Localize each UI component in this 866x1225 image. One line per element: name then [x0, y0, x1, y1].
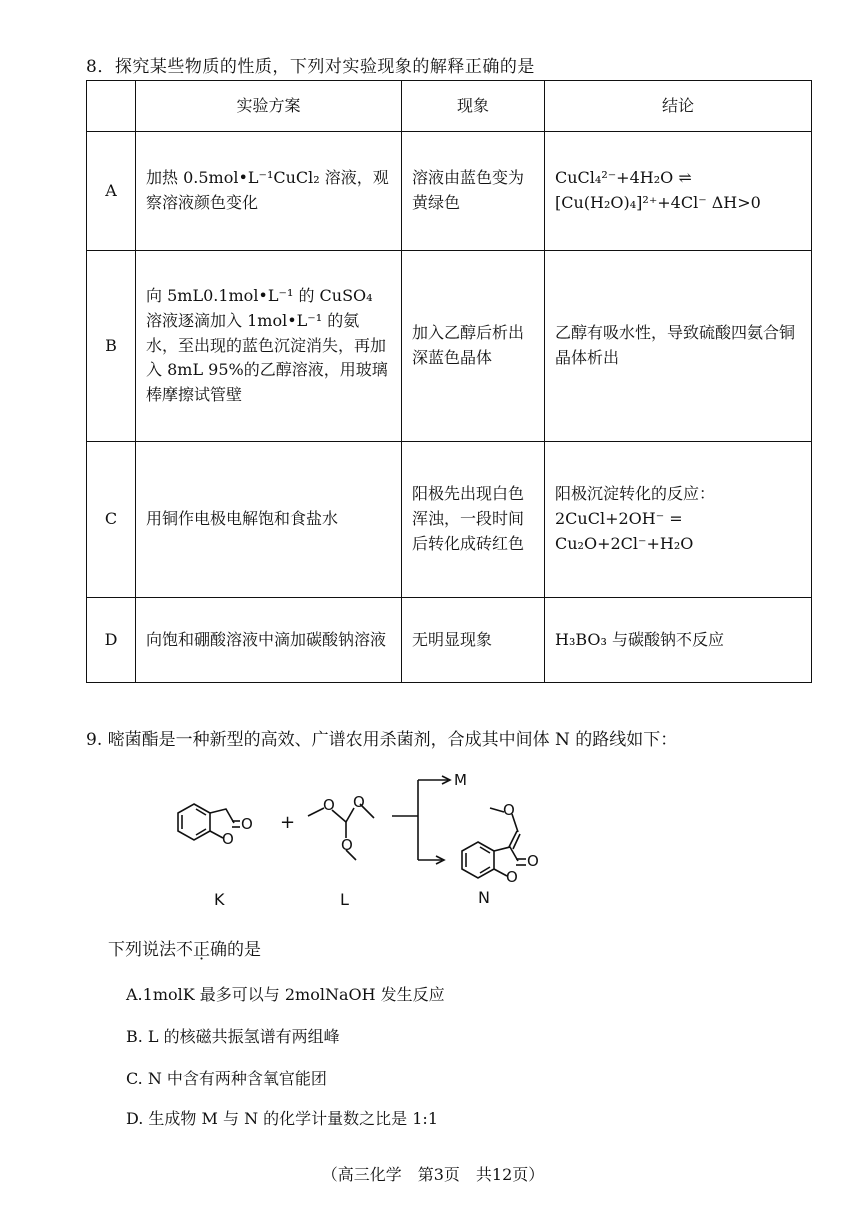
n-oxygen-carbonyl: O: [527, 852, 539, 870]
row-plan: 加热 0.5mol•L⁻¹CuCl₂ 溶液，观察溶液颜色变化: [136, 132, 402, 251]
question-9-title: 9. 嘧菌酯是一种新型的高效、广谱农用杀菌剂，合成其中间体 N 的路线如下：: [86, 730, 678, 750]
row-phenomenon: 无明显现象: [402, 598, 545, 683]
row-label: A: [87, 132, 136, 251]
plus-sign: +: [280, 812, 296, 833]
option-a: A.1molK 最多可以与 2molNaOH 发生反应: [126, 985, 445, 1004]
l-oxygen-1: O: [323, 796, 335, 814]
row-plan: 向 5mL0.1mol•L⁻¹ 的 CuSO₄ 溶液逐滴加入 1mol•L⁻¹ 的氨水，至出现的蓝色沉淀消失，再加入 8mL 95%的乙醇溶液，用玻璃棒摩擦试管壁: [136, 251, 402, 442]
header-phenomenon: 现象: [402, 81, 545, 132]
row-phenomenon: 加入乙醇后析出深蓝色晶体: [402, 251, 545, 442]
l-oxygen-2: O: [353, 793, 365, 811]
reaction-scheme: [160, 760, 590, 890]
stem-emphasis: 不正确: [176, 940, 227, 960]
option-c: C. N 中含有两种含氧官能团: [126, 1069, 327, 1088]
stem-post: 的是: [227, 940, 261, 960]
row-conclusion: 阳极沉淀转化的反应：2CuCl+2OH⁻ = Cu₂O+2Cl⁻+H₂O: [545, 442, 812, 598]
table-row: [87, 598, 812, 683]
header-blank: [87, 81, 136, 132]
stem-pre: 下列说法: [108, 940, 176, 960]
row-phenomenon: 溶液由蓝色变为黄绿色: [402, 132, 545, 251]
row-conclusion: 乙醇有吸水性，导致硫酸四氨合铜晶体析出: [545, 251, 812, 442]
table-row: [87, 442, 812, 598]
n-oxygen-methoxy: O: [503, 801, 515, 819]
label-n: N: [478, 888, 490, 907]
l-oxygen-3: O: [341, 836, 353, 854]
table-row: [87, 132, 812, 251]
row-label: B: [87, 251, 136, 442]
header-plan: 实验方案: [136, 81, 402, 132]
k-oxygen-ring: O: [222, 830, 234, 848]
option-b: B. L 的核磁共振氢谱有两组峰: [126, 1027, 340, 1046]
question-8-title: 8．探究某些物质的性质，下列对实验现象的解释正确的是: [86, 57, 535, 77]
row-conclusion: H₃BO₃ 与碳酸钠不反应: [545, 598, 812, 683]
row-label: C: [87, 442, 136, 598]
table-row: [87, 251, 812, 442]
table-header-row: [87, 81, 812, 132]
label-l: L: [340, 890, 349, 909]
n-oxygen-ring: O: [506, 868, 518, 886]
question-9-stem: [108, 935, 261, 960]
row-label: D: [87, 598, 136, 683]
row-phenomenon: 阳极先出现白色浑浊，一段时间后转化成砖红色: [402, 442, 545, 598]
row-plan: 向饱和硼酸溶液中滴加碳酸钠溶液: [136, 598, 402, 683]
label-k: K: [214, 890, 225, 909]
row-plan: 用铜作电极电解饱和食盐水: [136, 442, 402, 598]
header-conclusion: 结论: [545, 81, 812, 132]
k-oxygen-carbonyl: O: [241, 815, 253, 833]
experiment-table: [86, 80, 812, 683]
row-conclusion: CuCl₄²⁻+4H₂O ⇌ [Cu(H₂O)₄]²⁺+4Cl⁻ ΔH>0: [545, 132, 812, 251]
page-footer: （高三化学 第3页 共12页）: [321, 1165, 545, 1184]
reaction-arrows: [392, 776, 450, 864]
product-m-label: M: [454, 771, 467, 789]
option-d: D. 生成物 M 与 N 的化学计量数之比是 1:1: [126, 1109, 438, 1128]
